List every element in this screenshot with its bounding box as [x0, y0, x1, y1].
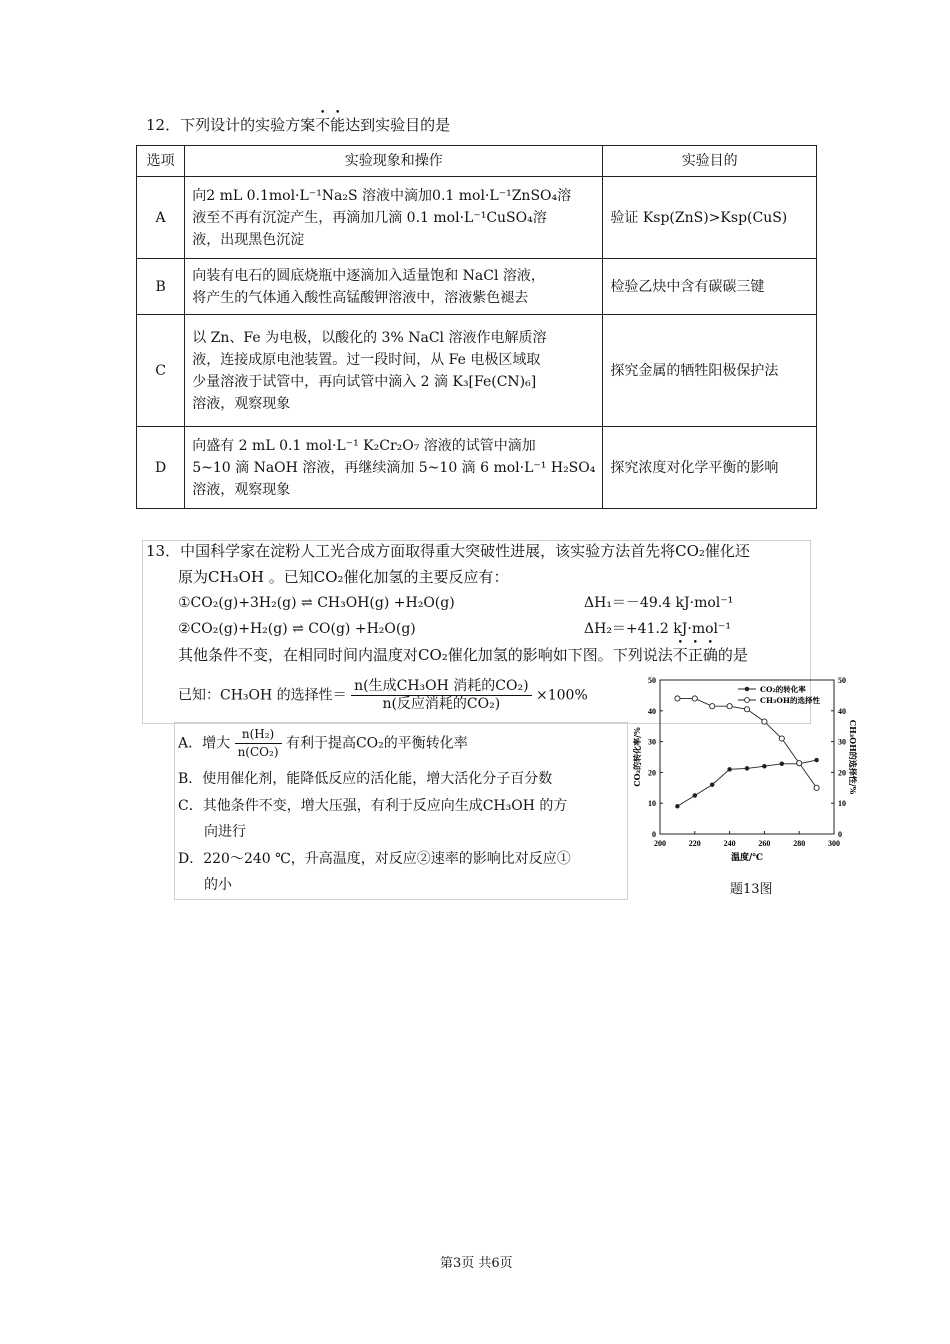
option-a-fraction — [235, 726, 282, 761]
purpose-cell: 检验乙炔中含有碳碳三键 — [603, 259, 817, 315]
data-point — [762, 719, 767, 724]
table-row — [137, 315, 817, 427]
y-tick-label-right: 30 — [838, 737, 846, 747]
y-tick-label-left: 10 — [648, 799, 656, 809]
table-row — [137, 427, 817, 509]
purpose-cell: 验证 Ksp(ZnS)>Ksp(CuS) — [603, 177, 817, 259]
data-point — [744, 707, 749, 712]
purpose-cell: 探究浓度对化学平衡的影响 — [603, 427, 817, 509]
data-point — [728, 768, 732, 772]
data-point — [710, 704, 715, 709]
option-a-text: 有利于提高CO₂的平衡转化率 — [285, 735, 468, 752]
data-point — [676, 804, 680, 808]
x-tick-label: 300 — [828, 839, 840, 848]
x-tick-label: 280 — [793, 839, 806, 848]
y-tick-label-right: 40 — [838, 706, 846, 716]
y-tick-label-left: 30 — [648, 737, 656, 747]
legend-marker — [745, 698, 750, 703]
selectivity-fraction — [351, 678, 531, 713]
option-a-denominator: n(CO₂) — [237, 745, 279, 759]
q12-table — [136, 145, 817, 509]
y-axis-label-left: CO₂的转化率/% — [632, 727, 642, 787]
data-point — [797, 761, 802, 766]
q13-stem-line3-post: 的是 — [717, 646, 748, 664]
option-d-line2: 的小 — [204, 877, 232, 893]
data-point — [763, 764, 767, 768]
operation-cell — [185, 427, 603, 509]
q13-stem-line3-pre: 其他条件不变，在相同时间内温度对CO₂催化加氢的影响如下图。下列说法 — [178, 646, 673, 664]
fraction-denominator: n(反应消耗的CO₂) — [382, 696, 501, 712]
y-axis-label-right: CH₃OH的选择性/% — [848, 719, 858, 795]
reaction-1-enthalpy: ΔH₁＝－49.4 kJ·mol⁻¹ — [584, 595, 734, 611]
operation-cell — [185, 259, 603, 315]
operation-line: 液至不再有沉淀产生，再滴加几滴 0.1 mol·L⁻¹CuSO₄溶 — [192, 209, 547, 226]
reaction-2-enthalpy: ΔH₂＝+41.2 kJ·mol⁻¹ — [584, 621, 732, 637]
q12-stem-post: 达到实验目的是 — [345, 116, 451, 134]
fraction-numerator: n(生成CH₃OH 消耗的CO₂) — [351, 678, 531, 696]
y-tick-label-right: 0 — [838, 830, 842, 839]
legend-label: CH₃OH的选择性 — [760, 696, 820, 705]
x-tick-label: 200 — [654, 839, 666, 848]
data-point — [745, 767, 749, 771]
known-suffix: ×100% — [536, 687, 588, 704]
operation-line: 溶液，观察现象 — [192, 481, 291, 498]
selectivity-definition — [178, 678, 588, 713]
q12-stem — [146, 116, 450, 134]
table-row — [137, 177, 817, 259]
y-tick-label-right: 50 — [838, 676, 846, 685]
option-cell: D — [137, 427, 185, 509]
option-c-line2: 向进行 — [204, 824, 246, 840]
data-point — [780, 762, 784, 766]
y-tick-label-right: 10 — [838, 799, 846, 809]
header-operation: 实验现象和操作 — [185, 146, 603, 177]
q12-stem-emphasis: 不能 — [315, 116, 346, 134]
option-a — [178, 726, 468, 761]
reaction-1: ①CO₂(g)+3H₂(g) ⇌ CH₃OH(g) +H₂O(g) — [178, 595, 455, 611]
reaction-2: ②CO₂(g)+H₂(g) ⇌ CO(g) +H₂O(g) — [178, 621, 416, 637]
purpose-cell: 探究金属的牺牲阳极保护法 — [603, 315, 817, 427]
data-point — [814, 785, 819, 790]
operation-line: 少量溶液于试管中，再向试管中滴入 2 滴 K₃[Fe(CN)₆] — [192, 373, 537, 390]
legend-marker — [745, 687, 749, 691]
page-footer: 第3页 共6页 — [440, 1256, 513, 1271]
option-c-line1: C．其他条件不变，增大压强，有利于反应向生成CH₃OH 的方 — [178, 798, 568, 814]
y-tick-label-left: 0 — [652, 830, 656, 839]
option-b: B．使用催化剂，能降低反应的活化能，增大活化分子百分数 — [178, 771, 553, 787]
header-option: 选项 — [137, 146, 185, 177]
y-tick-label-right: 20 — [838, 768, 846, 778]
temperature-effect-chart — [626, 668, 856, 868]
q13-stem-line1: 13．中国科学家在淀粉人工光合成方面取得重大突破性进展，该实验方法首先将CO₂催化还 — [146, 542, 750, 560]
option-a-numerator: n(H₂) — [235, 726, 282, 744]
q13-stem-emphasis: 不正确 — [672, 646, 718, 664]
operation-line: 将产生的气体通入酸性高锰酸钾溶液中，溶液紫色褪去 — [192, 289, 529, 306]
y-tick-label-left: 20 — [648, 768, 656, 778]
y-tick-label-left: 50 — [648, 676, 656, 685]
figure-caption: 题13图 — [730, 882, 773, 897]
operation-line: 向盛有 2 mL 0.1 mol·L⁻¹ K₂Cr₂O₇ 溶液的试管中滴加 — [192, 437, 536, 454]
table-header-row — [137, 146, 817, 177]
header-purpose: 实验目的 — [603, 146, 817, 177]
table-row — [137, 259, 817, 315]
x-tick-label: 220 — [688, 839, 701, 848]
data-point — [727, 704, 732, 709]
operation-cell — [185, 315, 603, 427]
data-point — [692, 696, 697, 701]
option-cell: B — [137, 259, 185, 315]
operation-line: 向装有电石的圆底烧瓶中逐滴加入适量饱和 NaCl 溶液， — [192, 267, 545, 284]
data-point — [779, 736, 784, 741]
option-d-line1: D．220～240 ℃，升高温度，对反应②速率的影响比对反应① — [178, 851, 571, 867]
y-tick-label-left: 40 — [648, 706, 656, 716]
operation-line: 5~10 滴 NaOH 溶液，再继续滴加 5~10 滴 6 mol·L⁻¹ H₂SO₄ — [192, 459, 596, 476]
data-point — [675, 696, 680, 701]
operation-line: 溶液，观察现象 — [192, 395, 291, 412]
operation-line: 向2 mL 0.1mol·L⁻¹Na₂S 溶液中滴加0.1 mol·L⁻¹ZnSO₄溶 — [192, 187, 572, 204]
data-point — [710, 783, 714, 787]
operation-cell — [185, 177, 603, 259]
option-cell: A — [137, 177, 185, 259]
data-point — [693, 794, 697, 798]
q13-stem-line2: 原为CH₃OH 。已知CO₂催化加氢的主要反应有： — [178, 568, 509, 586]
legend-label: CO₂的转化率 — [760, 685, 806, 694]
known-prefix: 已知：CH₃OH 的选择性＝ — [178, 687, 347, 704]
operation-line: 液，出现黑色沉淀 — [192, 231, 305, 248]
option-cell: C — [137, 315, 185, 427]
option-a-prefix: A．增大 — [178, 735, 231, 752]
x-tick-label: 240 — [723, 839, 736, 848]
x-tick-label: 260 — [758, 839, 771, 848]
q12-stem-pre: 12．下列设计的实验方案 — [146, 116, 316, 134]
operation-line: 以 Zn、Fe 为电极，以酸化的 3% NaCl 溶液作电解质溶 — [192, 329, 547, 346]
data-point — [815, 758, 819, 762]
q13-stem-line3 — [178, 646, 748, 664]
x-axis-label: 温度/℃ — [730, 853, 764, 863]
operation-line: 液，连接成原电池装置。过一段时间，从 Fe 电极区域取 — [192, 351, 541, 368]
